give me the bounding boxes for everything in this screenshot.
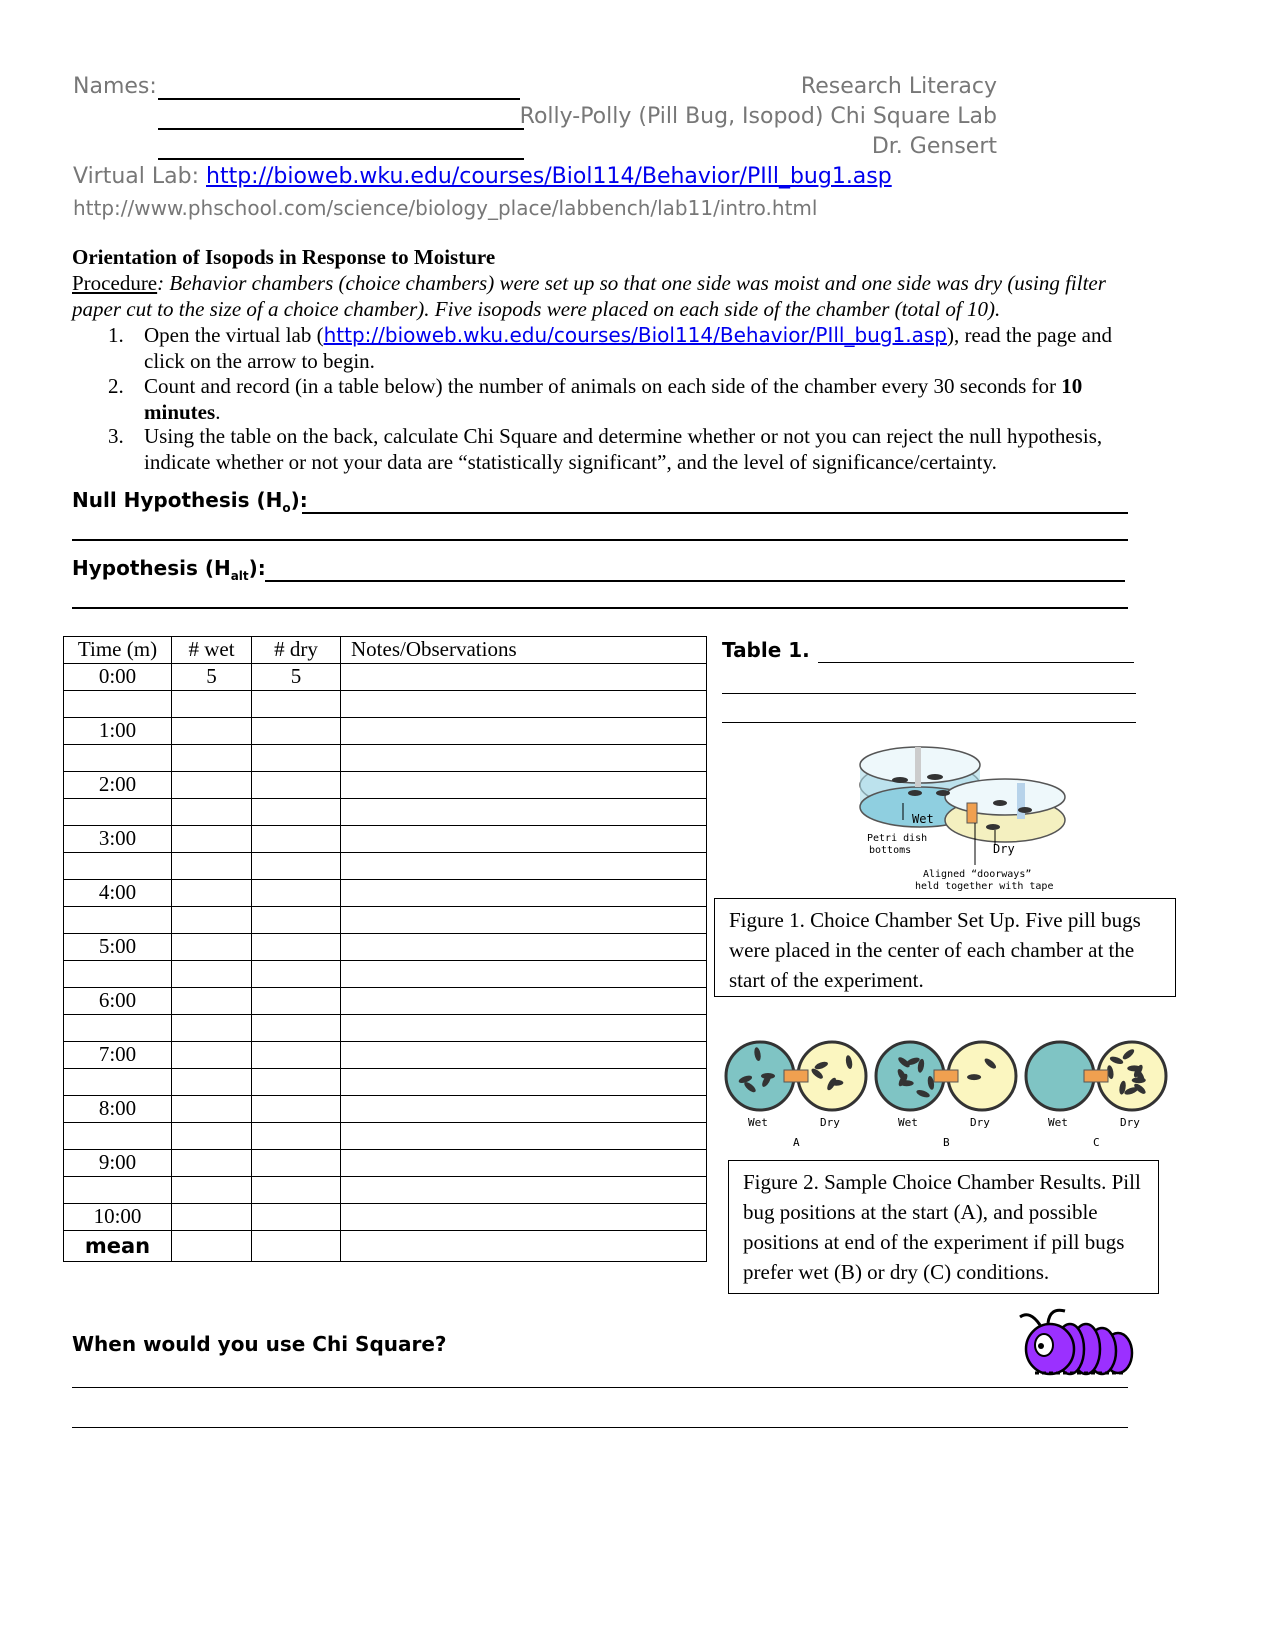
names-label: Names: — [73, 74, 157, 99]
table-row — [64, 907, 707, 934]
lab-title: Rolly-Polly (Pill Bug, Isopod) Chi Square Lab — [519, 104, 997, 129]
cell-dry[interactable] — [252, 988, 341, 1015]
cell-notes[interactable] — [341, 853, 707, 880]
cell-wet[interactable] — [172, 907, 252, 934]
cell-dry[interactable] — [252, 1177, 341, 1204]
figure2-caption: Figure 2. Sample Choice Chamber Results. Pill bug positions at the start (A), and possible positions at end of the experiment if pill bugs prefer wet (B) or dry (C) conditions. — [728, 1160, 1159, 1294]
chi-square-question: When would you use Chi Square? — [72, 1332, 447, 1356]
cell-notes[interactable] — [341, 907, 707, 934]
fig1-petri-label: Petri dish — [867, 833, 928, 844]
table-row — [64, 1123, 707, 1150]
cell-wet[interactable] — [172, 1042, 252, 1069]
cell-wet[interactable] — [172, 1204, 252, 1231]
fig1-dry-label: Dry — [993, 842, 1015, 856]
cell-dry[interactable] — [252, 853, 341, 880]
table1-line-1[interactable] — [818, 662, 1134, 663]
cell-wet[interactable] — [172, 1177, 252, 1204]
cell-dry[interactable] — [252, 1204, 341, 1231]
mean-label: mean — [64, 1231, 172, 1262]
table-row — [64, 988, 707, 1015]
fig1-aligned-label: Aligned “doorways” — [923, 869, 1032, 880]
cell-notes[interactable] — [341, 880, 707, 907]
cell-time: 8:00 — [64, 1096, 172, 1123]
cell-time: 1:00 — [64, 718, 172, 745]
instructor: Dr. Gensert — [871, 134, 997, 159]
step-2-bold: 10 minutes — [144, 374, 1083, 424]
cell-notes[interactable] — [341, 1150, 707, 1177]
mean-row — [64, 1231, 707, 1262]
cell-time: 9:00 — [64, 1150, 172, 1177]
table-row — [64, 691, 707, 718]
cell-wet[interactable] — [172, 1015, 252, 1042]
step-2-num: 2. — [108, 374, 124, 398]
table-row — [64, 1177, 707, 1204]
cell-dry[interactable] — [252, 826, 341, 853]
cell-wet[interactable] — [172, 745, 252, 772]
table-row — [64, 934, 707, 961]
alt-hypothesis-line[interactable] — [265, 580, 1125, 582]
cell-notes[interactable] — [341, 1123, 707, 1150]
cell-time: 5:00 — [64, 934, 172, 961]
fig2-dish-label: Dry — [1120, 1116, 1140, 1129]
cell-time — [64, 799, 172, 826]
cell-wet[interactable] — [172, 961, 252, 988]
cell-time: 6:00 — [64, 988, 172, 1015]
fig1-taped-label: held together with tape — [915, 881, 1054, 892]
cell-notes[interactable] — [341, 961, 707, 988]
cell-wet[interactable] — [172, 1096, 252, 1123]
cell-wet[interactable] — [172, 799, 252, 826]
cell-notes[interactable] — [341, 934, 707, 961]
cell-dry[interactable] — [252, 1015, 341, 1042]
alt-hypothesis-line-2[interactable] — [72, 607, 1128, 609]
cell-dry[interactable] — [252, 934, 341, 961]
cell-notes[interactable] — [341, 1177, 707, 1204]
cell-wet[interactable] — [172, 880, 252, 907]
table-row — [64, 1150, 707, 1177]
doorway-tape — [1084, 1070, 1108, 1082]
cell-dry[interactable] — [252, 745, 341, 772]
cell-time — [64, 1177, 172, 1204]
table-row — [64, 961, 707, 988]
table-row — [64, 745, 707, 772]
cell-dry[interactable] — [252, 718, 341, 745]
cell-notes[interactable] — [341, 664, 707, 691]
virtual-lab-link[interactable]: http://bioweb.wku.edu/courses/Biol114/Behavior/PIll_bug1.asp — [206, 164, 892, 189]
cell-time: 10:00 — [64, 1204, 172, 1231]
fig2-group-label: A — [793, 1136, 800, 1149]
cell-wet[interactable] — [172, 691, 252, 718]
sample-results-illustration — [722, 1036, 1172, 1152]
answer-line-2[interactable] — [72, 1427, 1128, 1428]
null-hypothesis-line[interactable] — [302, 512, 1128, 514]
fig2-dish-label: Wet — [1048, 1116, 1068, 1129]
cell-time — [64, 691, 172, 718]
step-1-num: 1. — [108, 323, 124, 347]
table1-line-3[interactable] — [722, 722, 1136, 723]
fig1-wet-label: Wet — [912, 812, 934, 826]
answer-line-1[interactable] — [72, 1387, 1128, 1388]
course-title: Research Literacy — [800, 74, 997, 99]
fig2-dish-label: Wet — [748, 1116, 768, 1129]
cell-dry[interactable]: 5 — [252, 664, 341, 691]
fig2-dish-label: Dry — [820, 1116, 840, 1129]
doorway-tape — [934, 1070, 958, 1082]
fig2-dish-label: Dry — [970, 1116, 990, 1129]
cell-notes[interactable] — [341, 826, 707, 853]
step-1 — [144, 322, 1144, 374]
table1-line-2[interactable] — [722, 693, 1136, 694]
alt-hypothesis-label: Hypothesis $(H_{alt})$: — [72, 556, 266, 583]
table-row — [64, 718, 707, 745]
cell-notes[interactable] — [341, 1015, 707, 1042]
cell-time — [64, 1069, 172, 1096]
cell-dry[interactable] — [252, 1123, 341, 1150]
cell-dry[interactable] — [252, 880, 341, 907]
virtual-lab-label: Virtual Lab: — [73, 164, 199, 189]
cell-wet[interactable] — [172, 988, 252, 1015]
cell-notes[interactable] — [341, 691, 707, 718]
cell-wet[interactable] — [172, 718, 252, 745]
cell-dry[interactable] — [252, 1042, 341, 1069]
step-1-text-b: ), read the page and click on the arrow to begin. — [144, 323, 1112, 373]
procedure-text: : Behavior chambers (choice chambers) were set up so that one side was moist and one side was dry (using filter paper cut to the size of a choice chamber). Five isopods were placed on each side of the chamber (total of 10). — [72, 271, 1106, 321]
fig2-group-label: C — [1093, 1136, 1100, 1149]
table-row — [64, 1069, 707, 1096]
pill-bug — [1132, 1077, 1146, 1083]
header-wet: # wet — [172, 637, 252, 664]
cell-dry[interactable] — [252, 799, 341, 826]
mean-wet[interactable] — [172, 1231, 252, 1262]
table-row — [64, 664, 707, 691]
cell-wet[interactable] — [172, 1150, 252, 1177]
cell-notes[interactable] — [341, 988, 707, 1015]
fig2-group-label: B — [943, 1136, 950, 1149]
fig2-dish-label: Wet — [898, 1116, 918, 1129]
table-row — [64, 1096, 707, 1123]
cell-notes[interactable] — [341, 772, 707, 799]
step-2-text-a: Count and record (in a table below) the number of animals on each side of the chamber every 30 seconds for — [144, 374, 1062, 398]
cell-time: 2:00 — [64, 772, 172, 799]
pill-bug-clipart-icon — [1010, 1305, 1135, 1385]
cell-dry[interactable] — [252, 691, 341, 718]
step-1-text-a: Open the virtual lab ( — [144, 323, 324, 347]
cell-notes[interactable] — [341, 1042, 707, 1069]
table-row — [64, 826, 707, 853]
cell-notes[interactable] — [341, 1096, 707, 1123]
table-row — [64, 1204, 707, 1231]
cell-dry[interactable] — [252, 1150, 341, 1177]
cell-time — [64, 853, 172, 880]
null-hypothesis-label: Null Hypothesis $(H_o)$: — [72, 488, 308, 515]
cell-notes[interactable] — [341, 1069, 707, 1096]
mean-dry[interactable] — [252, 1231, 341, 1262]
name-line-2[interactable] — [158, 128, 524, 130]
cell-wet[interactable] — [172, 1069, 252, 1096]
cell-notes[interactable] — [341, 718, 707, 745]
cell-time — [64, 1015, 172, 1042]
step-1-link[interactable]: http://bioweb.wku.edu/courses/Biol114/Behavior/PIll_bug1.asp — [323, 323, 947, 347]
procedure-label: Procedure — [72, 271, 158, 295]
cell-time: 3:00 — [64, 826, 172, 853]
table1-label: Table 1. — [722, 638, 810, 662]
figure1-caption: Figure 1. Choice Chamber Set Up. Five pill bugs were placed in the center of each chamber at the start of the experiment. — [714, 898, 1176, 997]
doorway-tape — [784, 1070, 808, 1082]
cell-dry[interactable] — [252, 772, 341, 799]
table-row — [64, 880, 707, 907]
cell-notes[interactable] — [341, 1204, 707, 1231]
cell-time: 7:00 — [64, 1042, 172, 1069]
cell-time — [64, 961, 172, 988]
cell-time: 4:00 — [64, 880, 172, 907]
cell-dry[interactable] — [252, 907, 341, 934]
table-row — [64, 853, 707, 880]
cell-time — [64, 1123, 172, 1150]
step-2-text-b: . — [215, 400, 221, 424]
cell-wet[interactable] — [172, 853, 252, 880]
name-line-1[interactable] — [158, 98, 520, 100]
step-2 — [144, 373, 1134, 425]
data-table — [63, 636, 707, 1262]
table-header-row — [64, 637, 707, 664]
cell-time — [64, 907, 172, 934]
virtual-lab-line — [73, 164, 892, 189]
cell-notes[interactable] — [341, 745, 707, 772]
cell-dry[interactable] — [252, 1096, 341, 1123]
cell-wet[interactable]: 5 — [172, 664, 252, 691]
step-3-num: 3. — [108, 424, 124, 448]
cell-time — [64, 745, 172, 772]
cell-dry[interactable] — [252, 961, 341, 988]
table-row — [64, 799, 707, 826]
cell-notes[interactable] — [341, 799, 707, 826]
cell-wet[interactable] — [172, 772, 252, 799]
pill-bug — [967, 1074, 981, 1080]
cell-wet[interactable] — [172, 1123, 252, 1150]
header-time: Time (m) — [64, 637, 172, 664]
section-heading: Orientation of Isopods in Response to Moisture — [72, 245, 496, 269]
cell-dry[interactable] — [252, 1069, 341, 1096]
table-row — [64, 772, 707, 799]
cell-time: 0:00 — [64, 664, 172, 691]
table-row — [64, 1015, 707, 1042]
header-dry: # dry — [252, 637, 341, 664]
mean-notes[interactable] — [341, 1231, 707, 1262]
choice-chamber-illustration — [855, 735, 1075, 895]
fig1-bottoms-label: bottoms — [869, 845, 912, 856]
cell-wet[interactable] — [172, 826, 252, 853]
procedure — [72, 270, 1142, 322]
name-line-3[interactable] — [158, 158, 524, 160]
alt-url: http://www.phschool.com/science/biology_place/labbench/lab11/intro.html — [73, 196, 818, 220]
header-notes: Notes/Observations — [341, 637, 707, 664]
cell-wet[interactable] — [172, 934, 252, 961]
table-row — [64, 1042, 707, 1069]
step-3: Using the table on the back, calculate Chi Square and determine whether or not you can reject the null hypothesis, indicate whether or not your data are “statistically significant”, and the level of significance/certainty. — [144, 424, 1103, 474]
null-hypothesis-line-2[interactable] — [72, 539, 1128, 541]
